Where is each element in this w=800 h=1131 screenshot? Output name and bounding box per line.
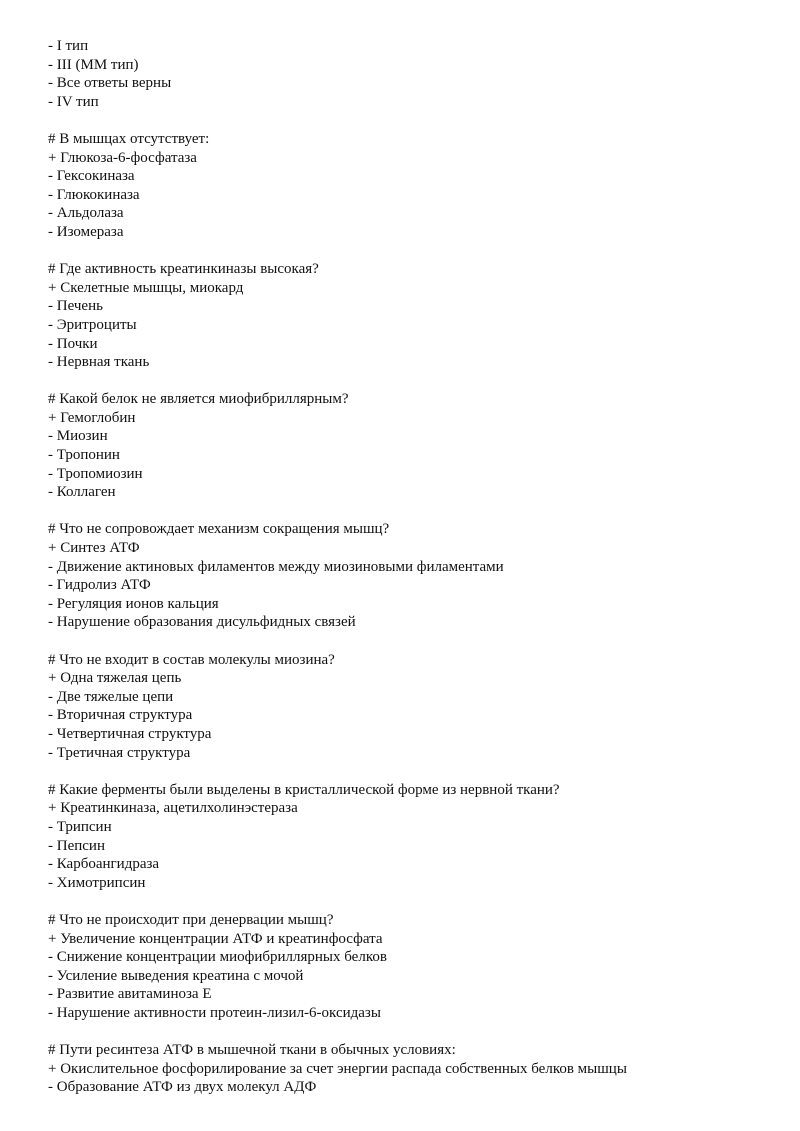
answer-option: - Гексокиназа [48,168,135,185]
question-text: # В мышцах отсутствует: [48,130,210,147]
question-block [48,37,768,111]
question-block [48,781,768,893]
answer-option: - Нарушение активности протеин-лизил-6-оксидазы [48,1004,381,1021]
answer-option: - Почки [48,335,98,352]
answer-option: - Все ответы верны [48,75,172,92]
correct-answer: + Увеличение концентрации АТФ и креатинфосфата [48,930,383,947]
question-block [48,651,768,763]
answer-option: - Тропонин [48,447,120,464]
answer-option: - Эритроциты [48,316,137,333]
answer-option: - Движение актиновых филаментов между миозиновыми филаментами [48,558,504,575]
answer-option: - I тип [48,38,89,54]
correct-answer: + Гемоглобин [48,409,136,426]
question-text: # Где активность креатинкиназы высокая? [48,261,319,278]
question-block [48,130,768,242]
correct-answer: + Синтез АТФ [48,540,140,557]
answer-option: - Изомераза [48,223,124,240]
answer-option: - Усиление выведения креатина с мочой [48,967,304,984]
answer-option: - Тропомиозин [48,465,143,482]
answer-option: - Четвертичная структура [48,725,212,742]
answer-option: - Гидролиз АТФ [48,577,151,594]
correct-answer: + Глюкоза-6-фосфатаза [48,149,197,166]
document-page [48,37,768,1115]
question-text: # Что не входит в состав молекулы миозина? [48,651,335,668]
answer-option: - Пепсин [48,837,105,854]
question-text: # Что не сопровождает механизм сокращения мышц? [48,521,390,538]
answer-option: - Снижение концентрации миофибриллярных белков [48,949,387,966]
answer-option: - Нарушение образования дисульфидных связей [48,614,356,631]
answer-option: - III (ММ тип) [48,56,139,73]
answer-option: - Образование АТФ из двух молекул АДФ [48,1079,317,1096]
question-block [48,911,768,1023]
answer-option: - Карбоангидраза [48,856,160,873]
answer-option: - Развитие авитаминоза Е [48,986,212,1003]
correct-answer: + Одна тяжелая цепь [48,670,182,687]
question-block [48,260,768,372]
answer-option: - Третичная структура [48,744,191,761]
answer-option: - Нервная ткань [48,354,150,371]
question-block [48,390,768,502]
correct-answer: + Креатинкиназа, ацетилхолинэстераза [48,800,298,817]
question-text: # Какой белок не является миофибриллярным? [48,391,349,408]
answer-option: - Альдолаза [48,205,124,222]
answer-option: - Глюкокиназа [48,186,140,203]
answer-option: - Две тяжелые цепи [48,688,174,705]
answer-option: - Печень [48,298,103,315]
question-text: # Пути ресинтеза АТФ в мышечной ткани в обычных условиях: [48,1042,456,1059]
answer-option: - IV тип [48,93,99,110]
answer-option: - Регуляция ионов кальция [48,595,219,612]
question-text: # Что не происходит при денервации мышц? [48,911,334,928]
answer-option: - Вторичная структура [48,707,193,724]
answer-option: - Трипсин [48,818,112,835]
correct-answer: + Окислительное фосфорилирование за счет энергии распада собственных белков мышцы [48,1060,627,1077]
correct-answer: + Скелетные мышцы, миокард [48,279,244,296]
answer-option: - Коллаген [48,484,116,501]
answer-option: - Миозин [48,428,108,445]
question-block [48,1041,768,1097]
answer-option: - Химотрипсин [48,874,146,891]
question-block [48,520,768,632]
question-text: # Какие ферменты были выделены в кристаллической форме из нервной ткани? [48,781,560,798]
